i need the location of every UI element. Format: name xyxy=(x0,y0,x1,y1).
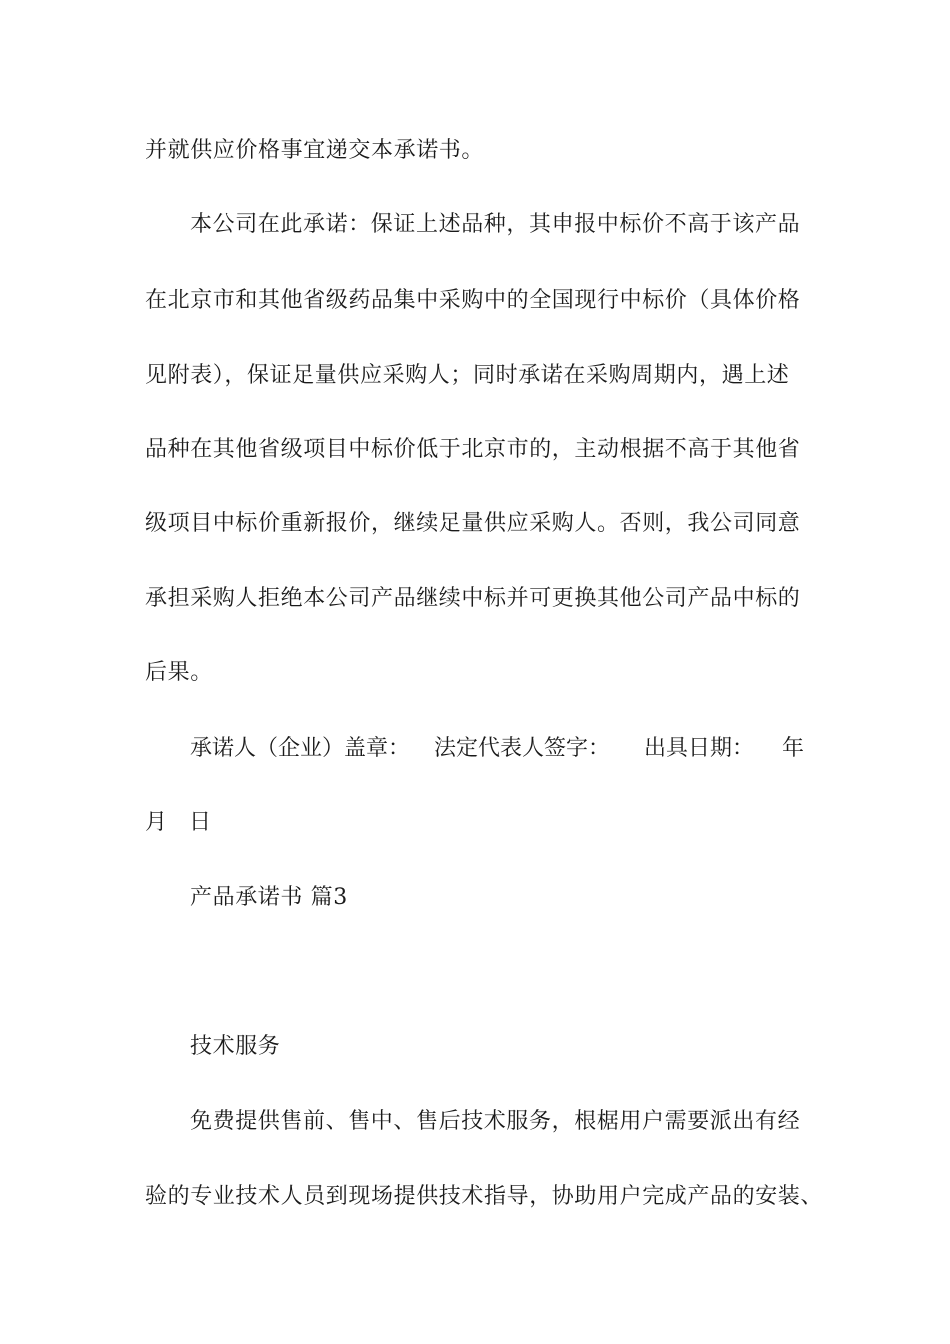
paragraph-line: 承担采购人拒绝本公司产品继续中标并可更换其他公司产品中标的 xyxy=(145,586,801,611)
paragraph-line: 品种在其他省级项目中标价低于北京市的，主动根据不高于其他省 xyxy=(145,437,801,462)
section-title: 产品承诺书 篇3 xyxy=(190,885,348,910)
paragraph-line: 后果。 xyxy=(145,660,213,685)
paragraph-line: 验的专业技术人员到现场提供技术指导，协助用户完成产品的安装、 xyxy=(145,1184,824,1209)
date-label: 出具日期： xyxy=(644,736,755,761)
paragraph-line: 并就供应价格事宜递交本承诺书。 xyxy=(145,138,485,163)
date-month-day: 月 日 xyxy=(145,810,212,835)
subsection-title: 技术服务 xyxy=(190,1034,281,1059)
date-year: 年 xyxy=(782,736,805,761)
paragraph-line: 见附表），保证足量供应采购人；同时承诺在采购周期内，遇上述 xyxy=(145,363,790,388)
paragraph-line: 免费提供售前、售中、售后技术服务，根椐用户需要派出有经 xyxy=(190,1109,801,1134)
paragraph-line: 本公司在此承诺：保证上述品种，其申报中标价不高于该产品 xyxy=(190,212,801,237)
representative-signature-label: 法定代表人签字： xyxy=(434,736,611,761)
seal-label: 承诺人（企业）盖章： xyxy=(190,736,411,761)
paragraph-line: 在北京市和其他省级药品集中采购中的全国现行中标价（具体价格 xyxy=(145,288,801,313)
paragraph-line: 级项目中标价重新报价，继续足量供应采购人。否则，我公司同意 xyxy=(145,511,801,536)
